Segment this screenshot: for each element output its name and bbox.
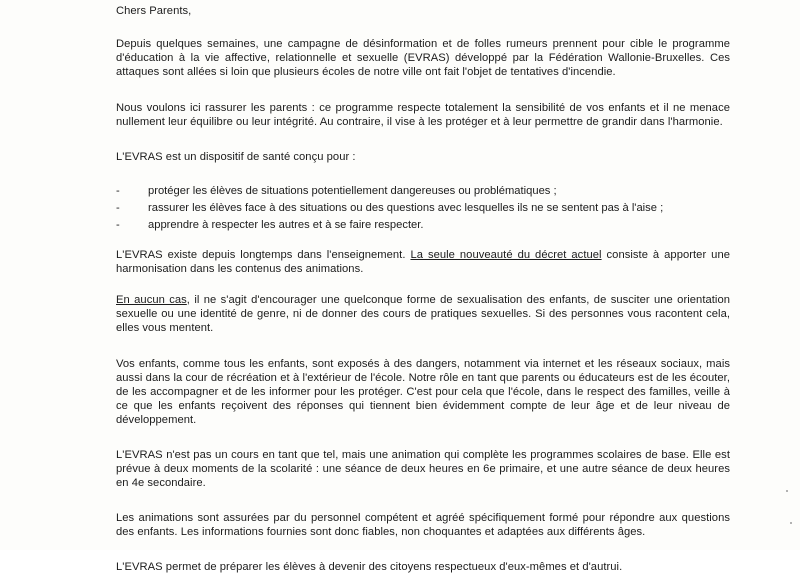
paragraph-in-no-case [116, 293, 730, 335]
list-item-text: rassurer les élèves face à des situations ou des questions avec lesquelles ils ne se sentent pas à l'aise ; [148, 202, 664, 214]
paragraph-disinformation: Depuis quelques semaines, une campagne de désinformation et de folles rumeurs prennent pour cible le programme d'éducation à la vie affective, relationnelle et sexuelle (EVRAS) développé par la Fédération Wallonie-Bruxelles. Ces attaques sont allées si loin que plusieurs écoles de notre ville ont fait l'objet de tentatives d'incendie. [116, 38, 730, 78]
letter-greeting: Chers Parents, [116, 5, 192, 17]
history-underlined-text: La seule nouveauté du décret actuel [410, 249, 602, 261]
list-bullet-marker: - [116, 202, 120, 214]
history-text-end: consiste à apporter une harmonisation dans les contenus des animations. [116, 249, 730, 275]
list-bullet-marker: - [116, 219, 120, 231]
in-no-case-underlined-text: En aucun cas [116, 294, 187, 306]
paragraph-purpose-intro: L'EVRAS est un dispositif de santé conçu pour : [116, 151, 356, 163]
list-item-text: protéger les élèves de situations potentiellement dangereuses ou problématiques ; [148, 185, 557, 197]
paragraph-staff: Les animations sont assurées par du personnel compétent et agréé spécifiquement formé pour répondre aux questions des enfants. Les informations fournies sont donc fiables, non choquantes et adaptées aux différents âges. [116, 512, 730, 538]
purpose-list [116, 184, 730, 232]
in-no-case-text: , il ne s'agit d'encourager une quelconque forme de sexualisation des enfants, de susciter une orientation sexuelle ou une identité de genre, ni de donner des cours de pratiques sexuelles. Si des personnes vous racontent cela, elles vous mentent. [116, 294, 730, 334]
list-item-text: apprendre à respecter les autres et à se faire respecter. [148, 219, 424, 231]
list-item [116, 184, 730, 198]
paragraph-history [116, 248, 730, 276]
letter-body [116, 4, 730, 574]
paragraph-schedule: L'EVRAS n'est pas un cours en tant que tel, mais une animation qui complète les programmes scolaires de base. Elle est prévue à deux moments de la scolarité : une séance de deux heures en 6e primaire, et une autre séance de deux heures en 4e secondaire. [116, 449, 730, 489]
paragraph-dangers: Vos enfants, comme tous les enfants, sont exposés à des dangers, notamment via internet et les réseaux sociaux, mais aussi dans la cour de récréation et à l'extérieur de l'école. Notre rôle en tant que parents ou éducateurs est de les écouter, de les accompagner et de les informer pour les protéger. C'est pour cela que l'école, dans le respect des familles, veille à ce que les enfants reçoivent des réponses qui tiennent bien évidemment compte de leur âge et de leur niveau de développement. [116, 358, 730, 426]
scan-speck [790, 522, 792, 524]
paragraph-reassurance: Nous voulons ici rassurer les parents : ce programme respecte totalement la sensibilité de vos enfants et il ne menace nullement leur équilibre ou leur intégrité. Au contraire, il vise à les protéger et à leur permettre de grandir dans l'harmonie. [116, 102, 730, 128]
list-item [116, 201, 730, 215]
list-item [116, 218, 730, 232]
history-text-start: L'EVRAS existe depuis longtemps dans l'enseignement. [116, 249, 411, 261]
scan-speck [786, 490, 788, 492]
list-bullet-marker: - [116, 185, 120, 197]
paragraph-citizenship: L'EVRAS permet de préparer les élèves à devenir des citoyens respectueux d'eux-mêmes et d'autrui. [116, 561, 623, 573]
